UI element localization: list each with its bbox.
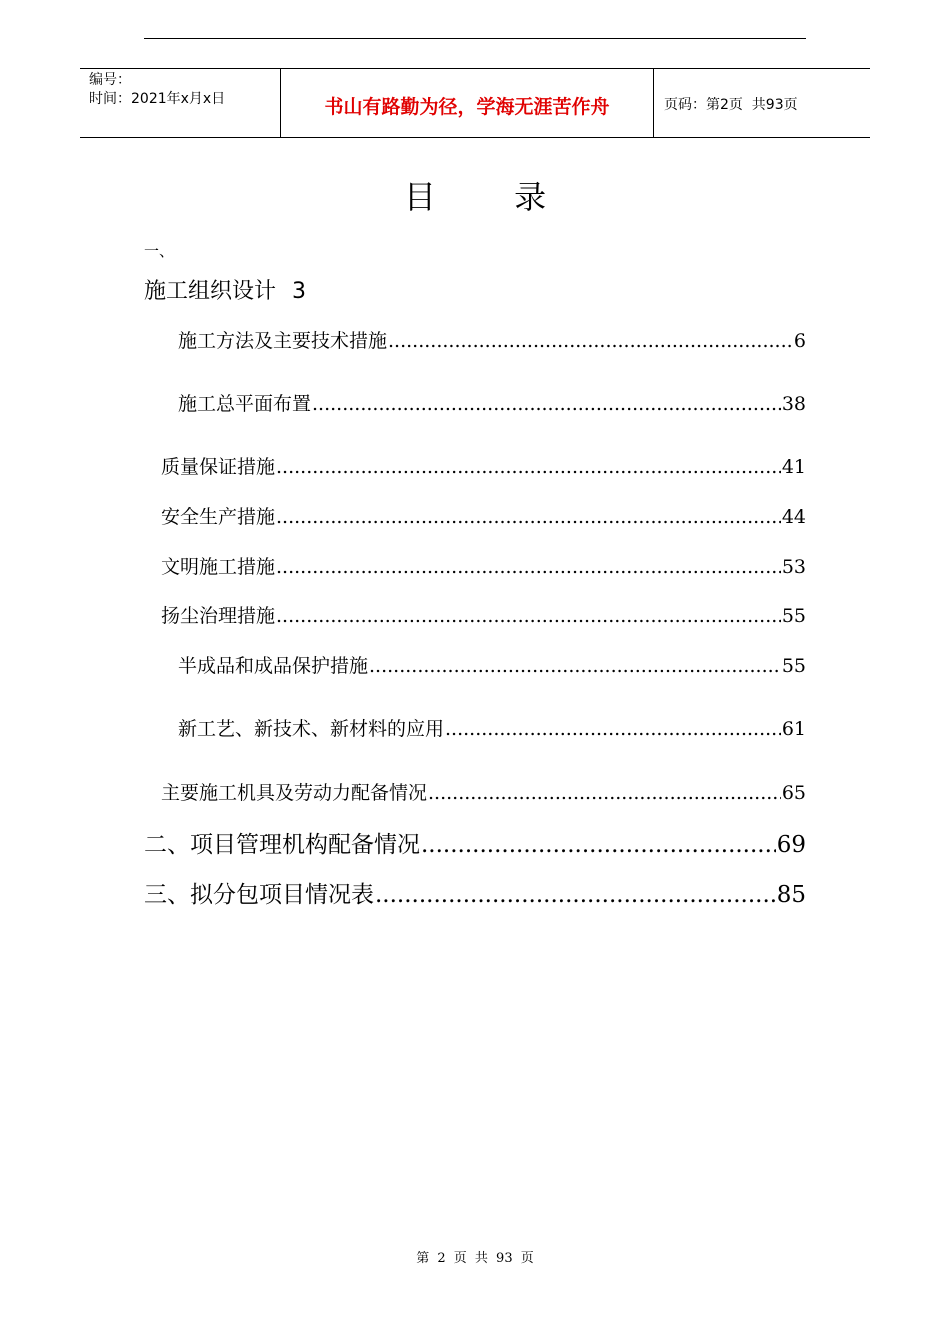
toc-entry[interactable] [161, 778, 806, 805]
toc-leader-dots [276, 556, 781, 578]
toc-entry-page: 38 [781, 393, 806, 415]
toc-entry[interactable] [144, 876, 806, 909]
section-heading [144, 274, 306, 305]
toc-entry[interactable] [161, 502, 806, 529]
toc-entry-label: 施工方法及主要技术措施 [178, 330, 388, 352]
top-rule [144, 38, 806, 39]
toc-entry[interactable] [178, 326, 806, 353]
toc-entry-label: 施工总平面布置 [178, 393, 312, 415]
toc-entry-page: 44 [781, 506, 806, 528]
toc-entry-label: 二、项目管理机构配备情况 [144, 832, 420, 858]
toc-entry-page: 61 [781, 718, 806, 740]
toc-leader-dots [375, 882, 776, 908]
toc-entry-page: 55 [781, 605, 806, 627]
toc-leader-dots [428, 782, 781, 804]
number-label: 编号： [89, 72, 131, 88]
toc-title: 目 录 [403, 178, 581, 216]
toc-leader-dots [276, 605, 781, 627]
time-label: 时间：2021年x月x日 [89, 91, 226, 107]
section-heading-page: 3 [292, 279, 307, 304]
toc-leader-dots [312, 393, 781, 415]
toc-leader-dots [369, 655, 781, 677]
toc-entry-label: 质量保证措施 [161, 456, 276, 478]
toc-leader-dots [276, 506, 781, 528]
toc-entry-label: 文明施工措施 [161, 556, 276, 578]
page-header [80, 68, 870, 138]
toc-entry-page: 85 [776, 882, 806, 908]
toc-entry-page: 53 [781, 556, 806, 578]
toc-entry[interactable] [178, 389, 806, 416]
toc-entry-label: 三、拟分包项目情况表 [144, 882, 374, 908]
toc-entry-label: 主要施工机具及劳动力配备情况 [161, 782, 428, 804]
section-number: 一、 [144, 242, 175, 260]
toc-entry-page: 6 [793, 330, 806, 352]
toc-leader-dots [445, 718, 781, 740]
toc-leader-dots [421, 832, 776, 858]
toc-entry-label: 新工艺、新技术、新材料的应用 [178, 718, 445, 740]
page-footer: 第 2 页 共 93 页 [416, 1251, 534, 1266]
toc-entry-label: 半成品和成品保护措施 [178, 655, 369, 677]
toc-entry-page: 65 [781, 782, 806, 804]
page-info-text: 页码：第2页 共93页 [664, 97, 798, 113]
toc-entry[interactable] [161, 552, 806, 579]
toc-entry-page: 55 [781, 655, 806, 677]
toc-entry[interactable] [161, 601, 806, 628]
toc-leader-dots [388, 330, 793, 352]
toc-entry-page: 41 [781, 456, 806, 478]
header-page-info [654, 69, 870, 137]
toc-entry-label: 安全生产措施 [161, 506, 276, 528]
header-motto: 书山有路勤为径，学海无涯苦作舟 [281, 69, 654, 137]
toc-entry-label: 扬尘治理措施 [161, 605, 276, 627]
toc-entry[interactable] [144, 826, 806, 859]
toc-leader-dots [276, 456, 781, 478]
toc-entry[interactable] [161, 452, 806, 479]
header-meta [80, 69, 281, 137]
toc-entry[interactable] [178, 714, 806, 741]
toc-entry[interactable] [178, 651, 806, 678]
section-heading-label: 施工组织设计 [144, 279, 277, 304]
toc-entry-page: 69 [776, 832, 806, 858]
